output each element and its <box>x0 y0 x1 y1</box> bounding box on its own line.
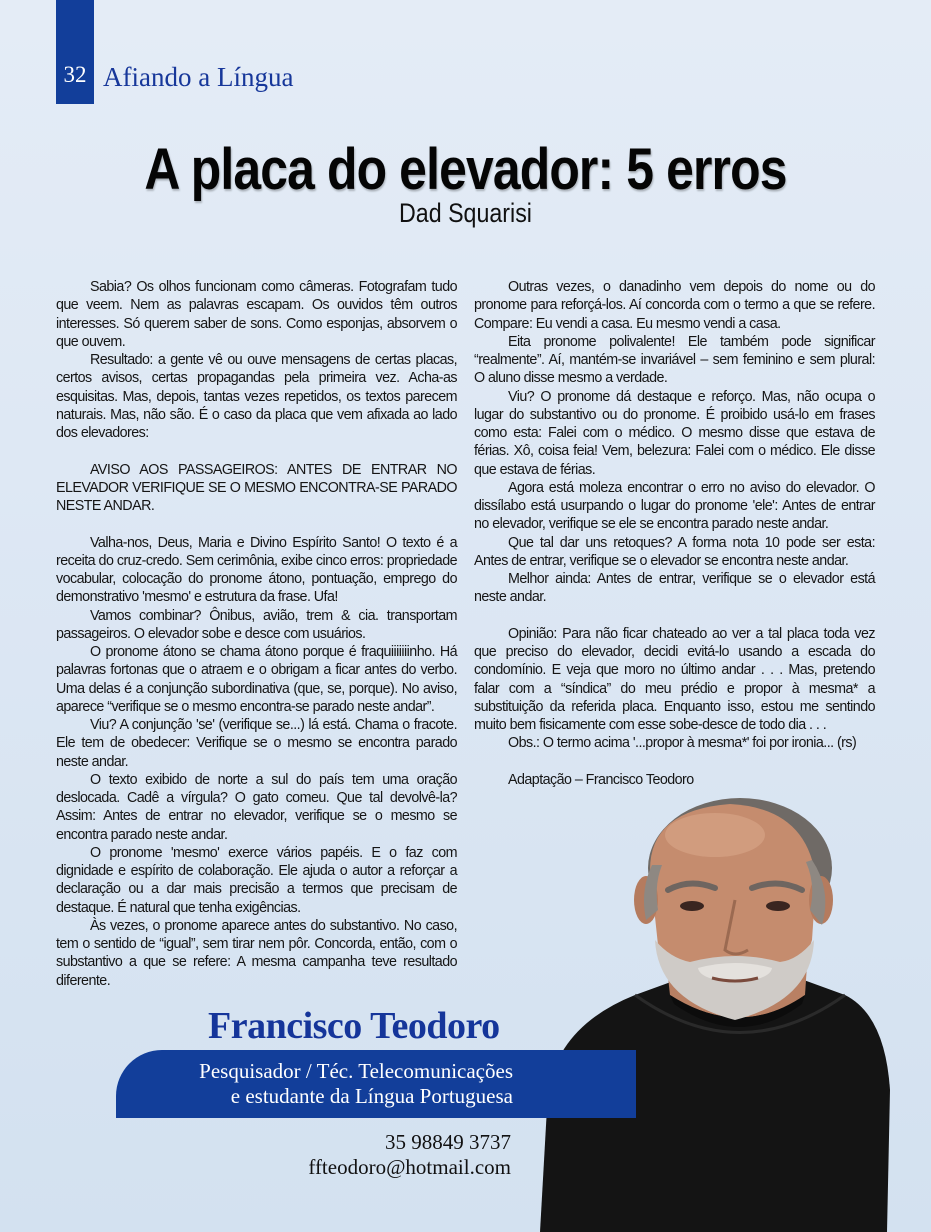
paragraph: Viu? A conjunção 'se' (verifique se...) lá está. Chama o fracote. Ele tem de obedecer: Verifique se o mesmo se encontra parado neste andar. <box>56 717 457 770</box>
paragraph: Viu? O pronome dá destaque e reforço. Mas, não ocupa o lugar do substantivo ou do pronome. É proibido usá-lo em frases como esta: Falei com o médico. O mesmo disse que estava de férias. Xô, coisa feia! Vem, belezura: Falei com o médico. Ele disse que estava de férias. <box>474 388 875 478</box>
paragraph: Que tal dar uns retoques? A forma nota 10 pode ser esta: Antes de entrar, verifique se o elevador se encontra neste andar. <box>474 534 875 569</box>
article-title: A placa do elevador: 5 erros <box>144 137 787 202</box>
paragraph: Eita pronome polivalente! Ele também pode significar “realmente”. Aí, mantém-se invariável – sem feminino e sem plural: O aluno disse mesmo a verdade. <box>474 333 875 387</box>
profile-phone: 35 98849 3737 <box>385 1130 511 1154</box>
paragraph: Melhor ainda: Antes de entrar, verifique se o elevador está neste andar. <box>474 571 875 606</box>
paragraph: Sabia? Os olhos funcionam como câmeras. Fotografam tudo que veem. Nem as palavras escapam. Os ouvidos têm outros interesses. Só querem saber de sons. Como esponjas, absorvem o que ouvem. <box>56 279 457 350</box>
paragraph: Às vezes, o pronome aparece antes do substantivo. No caso, tem o sentido de “igual”, sem tirar nem pôr. Concorda, então, com o substantivo a que se refere: A mesma campanha teve resultado diferente. <box>56 917 457 989</box>
page-number: 32 <box>63 62 87 87</box>
paragraph: Vamos combinar? Ônibus, avião, trem & cia. transportam passageiros. O elevador sobe e desce com usuários. <box>56 607 457 642</box>
paragraph: Agora está moleza encontrar o erro no aviso do elevador. O dissílabo está usurpando o lugar do pronome 'ele': Antes de entrar no elevador, verifique se ele se encontra parado neste andar. <box>474 479 875 533</box>
profile-email[interactable]: ffteodoro@hotmail.com <box>308 1155 511 1179</box>
article-column-right <box>474 278 875 789</box>
adaptation-credit: Adaptação – Francisco Teodoro <box>508 771 694 788</box>
paragraph: Outras vezes, o danadinho vem depois do nome ou do pronome para reforçá-los. Aí concorda com o termo a que se refere. Compare: Eu vendi a casa. Eu mesmo vendi a casa. <box>474 279 875 332</box>
paragraph: O pronome 'mesmo' exerce vários papéis. E o faz com dignidade e espírito de colaboração. Ele ajuda o autor a reforçar a declaração ou a dar mais precisão a termos que precisam de destaque. É natural que tenha exigências. <box>56 844 457 916</box>
paragraph: Valha-nos, Deus, Maria e Divino Espírito Santo! O texto é a receita do cruz-credo. Sem cerimônia, exibe cinco erros: propriedade vocabular, colocação do pronome átono, pontuação, emprego do demonstrativo 'mesmo' e estrutura da frase. Ufa! <box>56 534 457 606</box>
article-author: Dad Squarisi <box>399 198 532 228</box>
elevator-notice: AVISO AOS PASSAGEIROS: ANTES DE ENTRAR NO ELEVADOR VERIFIQUE SE O MESMO ENCONTRA-SE PARADO NESTE ANDAR. <box>56 461 457 514</box>
paragraph: O texto exibido de norte a sul do país tem uma oração deslocada. Cadê a vírgula? O gato comeu. Que tal devolvê-la? Assim: Antes de entrar no elevador, verifique se o mesmo se encontra parado neste andar. <box>56 771 457 843</box>
paragraph: Resultado: a gente vê ou ouve mensagens de certas placas, certos avisos, certas propagandas pela primeira vez. Acha-as esquisitas. Mas, depois, tantas vezes repetidos, os textos parecem naturais. Mas, não são. É o caso da placa que vem afixada ao lado dos elevadores: <box>56 352 457 441</box>
profile-role-line-2: e estudante da Língua Portuguesa <box>230 1084 513 1108</box>
page-number-tab <box>56 0 94 104</box>
author-photo <box>540 790 931 1232</box>
article-column-left <box>56 278 457 990</box>
paragraph: O pronome átono se chama átono porque é fraquiiiiiiinho. Há palavras fortonas que o atraem e o obrigam a ficar antes do verbo. Uma delas é a conjunção subordinativa (que, se, porque). No aviso, aparece “verifique se o mesmo encontra-se parado neste andar”. <box>56 644 457 715</box>
profile-role-line-1: Pesquisador / Téc. Telecomunicações <box>199 1059 513 1083</box>
opinion-paragraph: Opinião: Para não ficar chateado ao ver a tal placa toda vez que preciso do elevador, decidi evitá-lo usando a escada do condomínio. E veja que moro no último andar . . . Mas, pretendo falar com a “síndica” do meu prédio e propor à mesma* a substituição da referida placa. Enquanto isso, estou me sentindo muito bem fisicamente com esse sobe-desce de todo dia . . . <box>474 625 875 733</box>
section-title: Afiando a Língua <box>103 62 294 92</box>
profile-name: Francisco Teodoro <box>208 1005 500 1047</box>
note-paragraph: Obs.: O termo acima '...propor à mesma*' foi por ironia... (rs) <box>508 735 857 752</box>
